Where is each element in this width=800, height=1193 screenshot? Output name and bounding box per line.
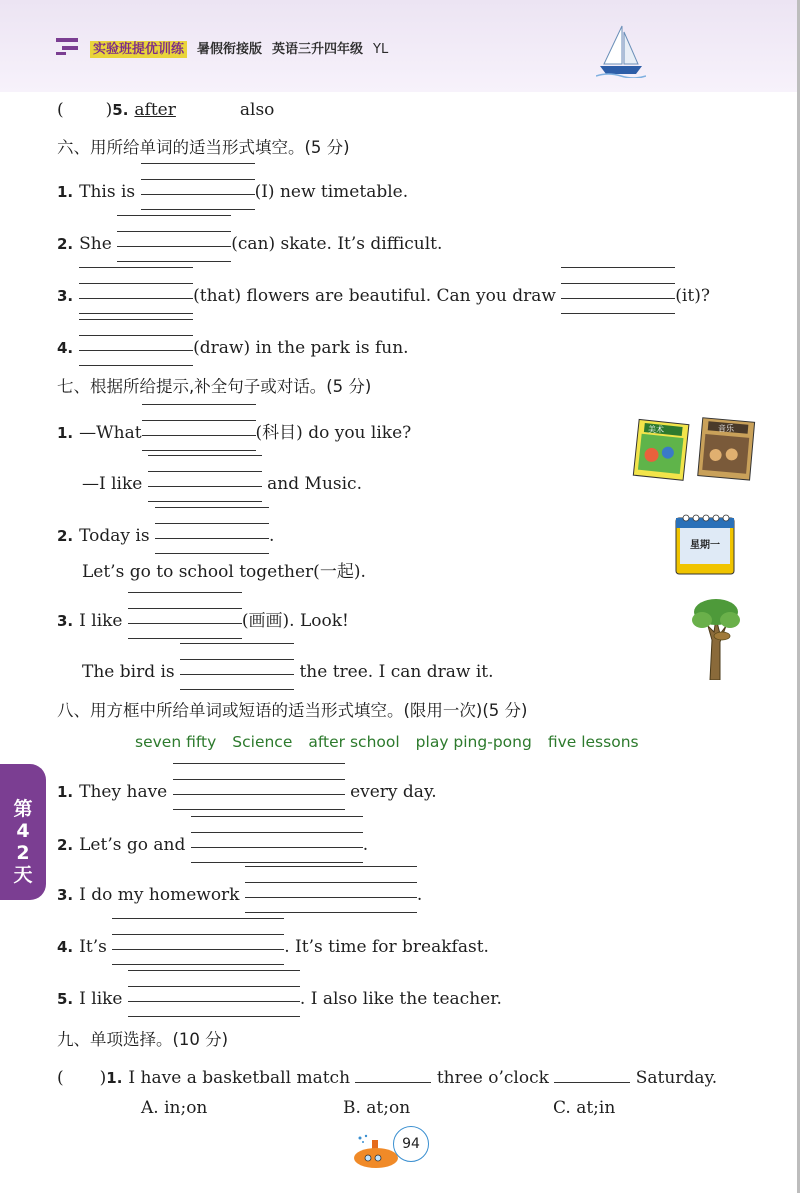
- s6-q3: 3. (that) flowers are beautiful. Can you draw (it)?: [57, 279, 710, 307]
- section9-heading: 九、单项选择。(10 分): [57, 1030, 229, 1049]
- answer-blank[interactable]: [142, 416, 256, 438]
- s9-q1-option-b[interactable]: B. at;on: [343, 1098, 411, 1118]
- answer-blank[interactable]: [173, 775, 345, 797]
- answer-blank[interactable]: [191, 828, 363, 850]
- prev-item-5: ( )5. after also: [57, 100, 275, 120]
- header-edition: 暑假衔接版: [197, 42, 263, 57]
- answer-blank[interactable]: [245, 878, 417, 900]
- answer-blank[interactable]: [112, 930, 284, 952]
- day-label: 第42天: [13, 798, 33, 886]
- word-also: also: [239, 100, 275, 120]
- s8-q4: 4. It’s . It’s time for breakfast.: [57, 930, 489, 958]
- s7-q2: 2. Today is .: [57, 519, 274, 547]
- header-decoration: [56, 36, 80, 56]
- s7-q3: 3. I like (画画). Look!: [57, 604, 349, 632]
- s7-q1-line2: —I like and Music.: [82, 467, 362, 495]
- s8-q1: 1. They have every day.: [57, 775, 437, 803]
- s6-q2: 2. She (can) skate. It’s difficult.: [57, 227, 442, 255]
- header-text: [90, 38, 388, 57]
- book1-label: 美术: [648, 425, 664, 434]
- answer-blank[interactable]: [355, 1062, 431, 1083]
- s9-q1: ( )1. I have a basketball match three o’clock Saturday.: [57, 1062, 717, 1089]
- answer-blank[interactable]: [554, 1062, 630, 1083]
- header-brand: 实验班提优训练: [90, 41, 187, 58]
- s7-q1: 1. —What (科目) do you like?: [57, 416, 411, 444]
- book2-label: 音乐: [718, 424, 734, 433]
- answer-blank[interactable]: [79, 279, 193, 301]
- word-after: after: [134, 100, 176, 120]
- word-bank: [135, 733, 655, 751]
- page-number: 94: [393, 1126, 429, 1162]
- tree-with-nest-illustration: [690, 596, 742, 680]
- answer-blank[interactable]: [117, 227, 231, 249]
- answer-blank[interactable]: [180, 655, 294, 677]
- section8-heading: 八、用方框中所给单词或短语的适当形式填空。(限用一次)(5 分): [57, 701, 528, 720]
- calendar-label: 星期一: [690, 540, 720, 551]
- answer-blank[interactable]: [148, 467, 262, 489]
- word-bank-item: Science: [232, 733, 293, 751]
- day-side-tab: [0, 764, 46, 900]
- s8-q5: 5. I like . I also like the teacher.: [57, 982, 502, 1010]
- s6-q4: 4. (draw) in the park is fun.: [57, 331, 409, 359]
- word-bank-item: five lessons: [547, 733, 639, 751]
- s9-q1-option-c[interactable]: C. at;in: [553, 1098, 616, 1118]
- header-code: YL: [373, 42, 389, 57]
- s7-q2-line2: Let’s go to school together(一起).: [82, 562, 366, 582]
- section7-heading: 七、根据所给提示,补全句子或对话。(5 分): [57, 377, 372, 396]
- answer-blank[interactable]: [128, 604, 242, 626]
- s6-q1: 1. This is (I) new timetable.: [57, 175, 408, 203]
- word-bank-item: seven fifty: [135, 733, 217, 751]
- s9-q1-option-a[interactable]: A. in;on: [141, 1098, 208, 1118]
- section6-heading: 六、用所给单词的适当形式填空。(5 分): [57, 138, 350, 157]
- s8-q2: 2. Let’s go and .: [57, 828, 368, 856]
- answer-blank[interactable]: [155, 519, 269, 541]
- word-bank-item: play ping-pong: [415, 733, 532, 751]
- word-bank-item: after school: [308, 733, 400, 751]
- s8-q3: 3. I do my homework .: [57, 878, 422, 906]
- s7-q3-line2: The bird is the tree. I can draw it.: [82, 655, 494, 683]
- sailboat-icon: [596, 22, 646, 78]
- answer-blank[interactable]: [79, 331, 193, 353]
- header-subject: 英语三升四年级: [272, 42, 364, 57]
- answer-blank[interactable]: [141, 175, 255, 197]
- answer-blank[interactable]: [561, 279, 675, 301]
- answer-blank[interactable]: [128, 982, 300, 1004]
